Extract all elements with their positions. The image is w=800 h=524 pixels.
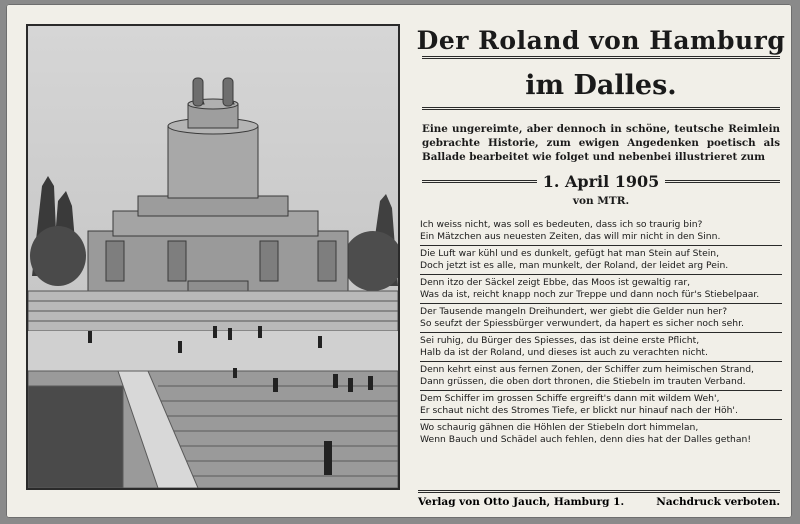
verse-line: Ich weiss nicht, was soll es bedeuten, dass ich so traurig bin? [420,219,703,230]
stanza [420,217,782,246]
subtitle-divider [422,107,780,110]
stanza [420,362,782,391]
copyright-notice: Nachdruck verboten. [656,496,780,508]
publisher-label: Verlag von Otto Jauch, Hamburg 1. [418,496,625,508]
verse-line: Die Luft war kühl und es dunkelt, gefügt hat man Stein auf Stein, [420,248,720,259]
date-row [416,172,786,191]
stanza [420,420,782,448]
stanza [420,391,782,420]
verse-line: Dem Schiffer im grossen Schiffe ergreift's dann mit wildem Weh', [420,393,720,404]
date-label: 1. April 1905 [542,172,660,191]
verse-line: So seufzt der Spiessbürger verwundert, da hapert es sicher noch sehr. [420,318,744,329]
verse-line: Wenn Bauch und Schädel auch fehlen, denn dies hat der Dalles gethan! [420,434,752,445]
lower-stairs [28,371,398,488]
ballad-verses [420,217,782,448]
postcard [6,4,792,518]
monument-illustration [26,24,400,490]
footer [418,490,780,508]
date-divider-right [665,180,780,183]
verse-line: Denn kehrt einst aus fernen Zonen, der Schiffer zum heimischen Strand, [420,364,754,375]
stanza [420,246,782,275]
verse-line: Der Tausende mangeln Dreihundert, wer giebt die Gelder nun her? [420,306,728,317]
stanza [420,333,782,362]
verse-line: Halb da ist der Roland, und dieses ist auch zu verachten nicht. [420,347,708,358]
intro-text: Eine ungereimte, aber dennoch in schöne, teutsche Reimlein gebrachte Historie, zum ewigen Angedenken poetisch als Ballade bearbeitet wie folget und nebenbei illustrieret zum [422,123,780,163]
verse-line: Denn itzo der Säckel zeigt Ebbe, das Moos ist gewaltig rar, [420,277,691,288]
page-subtitle: im Dalles. [525,70,677,101]
verse-line: Wo schaurig gähnen die Höhlen der Stiebeln dort himmelan, [420,422,699,433]
page-title: Der Roland von Hamburg [416,26,786,55]
date-divider-left [422,180,537,183]
verse-line: Dann grüssen, die oben dort thronen, die Stiebeln im trauten Verband. [420,376,746,387]
verse-line: Sei ruhig, du Bürger des Spiesses, das ist deine erste Pflicht, [420,335,700,346]
verse-line: Doch jetzt ist es alle, man munkelt, der Roland, der leidet arg Pein. [420,260,729,271]
monument-drawing [28,26,398,488]
stanza [420,275,782,304]
author-label: von MTR. [572,195,630,207]
stanza [420,304,782,333]
text-panel [416,20,786,448]
stairs [28,291,398,331]
verse-line: Er schaut nicht des Stromes Tiefe, er blickt nur hinauf nach der Höh'. [420,405,738,416]
verse-line: Was da ist, reicht knapp noch zur Treppe und dann noch für's Stiebelpaar. [420,289,760,300]
verse-line: Ein Mätzchen aus neuesten Zeiten, das will mir nicht in den Sinn. [420,231,721,242]
title-divider [422,56,780,59]
